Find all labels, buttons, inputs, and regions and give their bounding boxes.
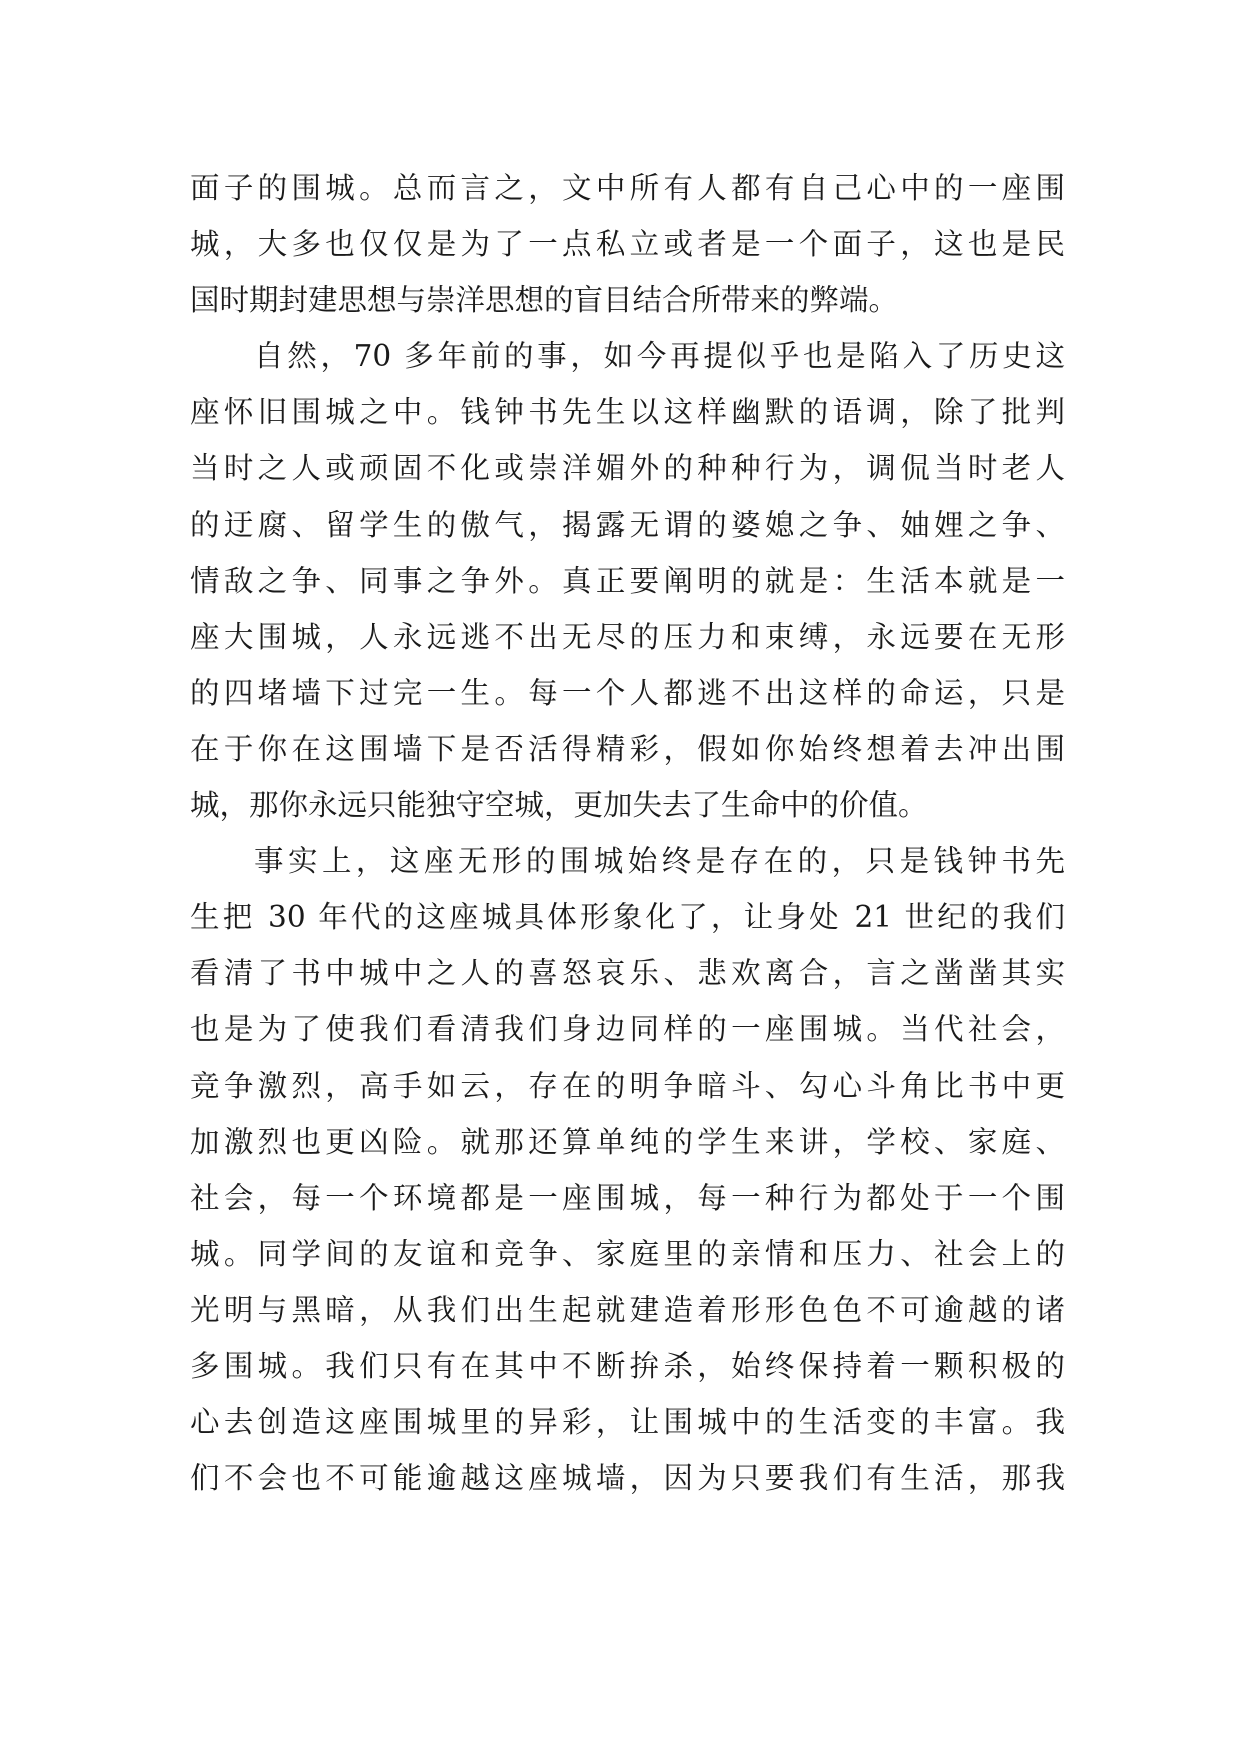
text-line: 社会，每一个环境都是一座围城，每一种行为都处于一个围 [190,1180,1065,1215]
text-line: 在于你在这围墙下是否活得精彩，假如你始终想着去冲出围 [190,731,1065,766]
text-line: 当时之人或顽固不化或崇洋媚外的种种行为，调侃当时老人 [190,451,1065,486]
body-text [190,160,1065,1506]
text-line: 城，那你永远只能独守空城，更加失去了生命中的价值。 [190,788,928,823]
paragraph-first-line: 事实上，这座无形的围城始终是存在的，只是钱钟书先 [254,844,1065,879]
text-line: 的迂腐、留学生的傲气，揭露无谓的婆媳之争、妯娌之争、 [190,507,1065,542]
text-line: 心去创造这座围城里的异彩，让围城中的生活变的丰富。我 [190,1405,1065,1440]
text-line: 座大围城，人永远逃不出无尽的压力和束缚，永远要在无形 [190,619,1065,654]
text-line: 也是为了使我们看清我们身边同样的一座围城。当代社会， [190,1012,1065,1047]
text-line: 面子的围城。总而言之，文中所有人都有自己心中的一座围 [190,171,1065,205]
text-line: 座怀旧围城之中。钱钟书先生以这样幽默的语调，除了批判 [190,395,1065,430]
text-line: 们不会也不可能逾越这座城墙，因为只要我们有生活，那我 [190,1461,1065,1496]
text-line: 多围城。我们只有在其中不断拚杀，始终保持着一颗积极的 [190,1348,1065,1383]
text-line: 的四堵墙下过完一生。每一个人都逃不出这样的命运，只是 [190,675,1065,710]
text-line: 加激烈也更凶险。就那还算单纯的学生来讲，学校、家庭、 [190,1124,1065,1159]
text-line: 城。同学间的友谊和竞争、家庭里的亲情和压力、社会上的 [190,1236,1065,1271]
text-line: 城，大多也仅仅是为了一点私立或者是一个面子，这也是民 [190,227,1065,262]
text-line: 情敌之争、同事之争外。真正要阐明的就是：生活本就是一 [190,563,1065,598]
paragraph-first-line: 自然，70 多年前的事，如今再提似乎也是陷入了历史这 [254,339,1065,374]
text-line: 竞争激烈，高手如云，存在的明争暗斗、勾心斗角比书中更 [190,1068,1065,1103]
text-line: 国时期封建思想与崇洋思想的盲目结合所带来的弊端。 [190,283,899,318]
text-line: 光明与黑暗，从我们出生起就建造着形形色色不可逾越的诸 [190,1292,1065,1327]
text-line: 生把 30 年代的这座城具体形象化了，让身处 21 世纪的我们 [190,900,1065,935]
text-line: 看清了书中城中之人的喜怒哀乐、悲欢离合，言之凿凿其实 [190,956,1065,991]
